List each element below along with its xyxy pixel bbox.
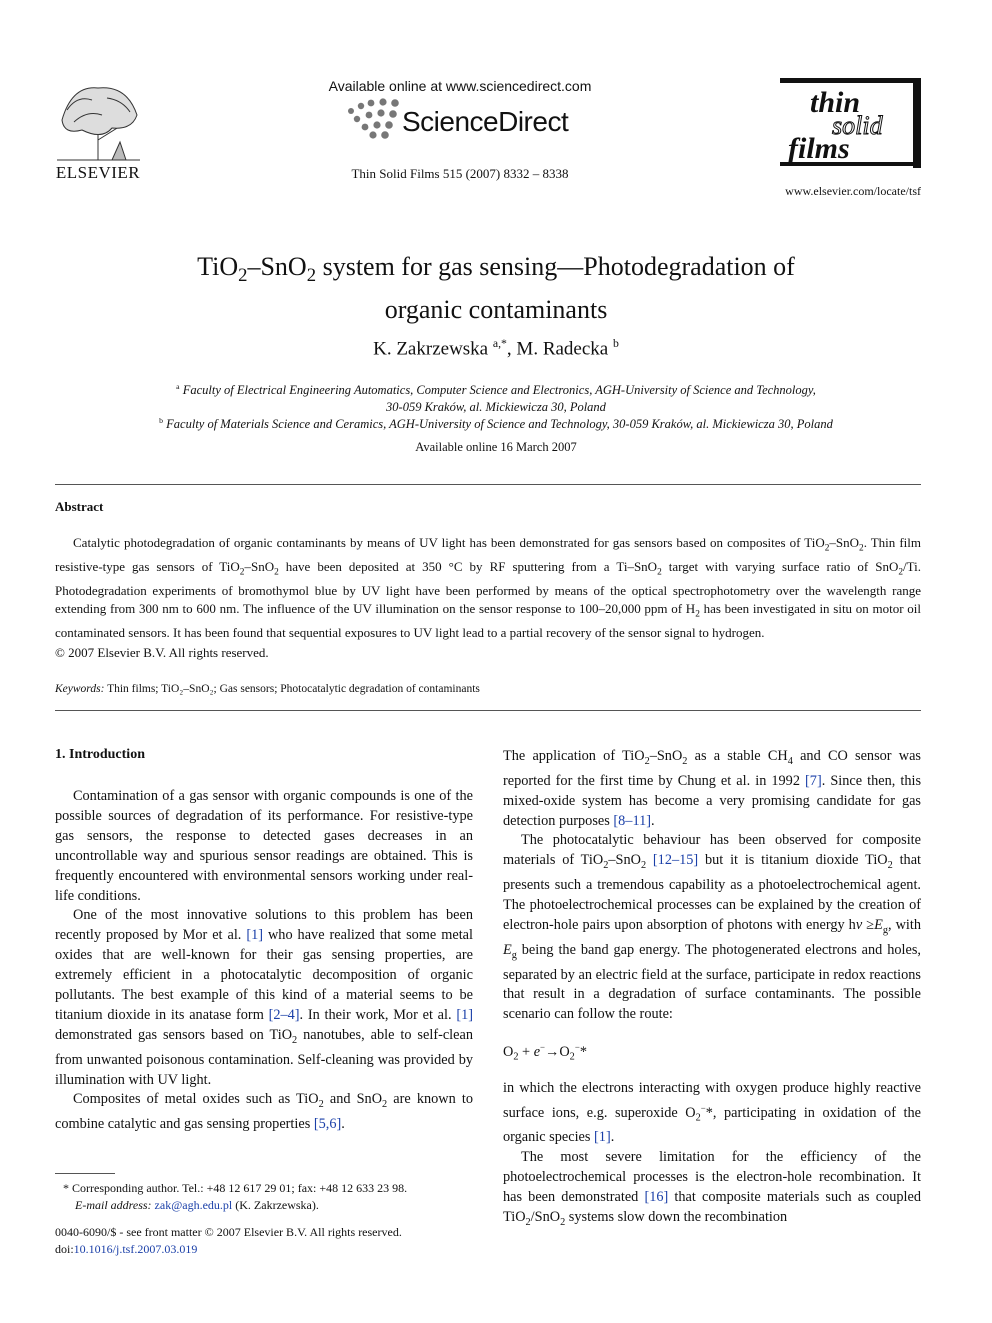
paragraph: The application of TiO$_2$–SnO$_2$ as a stable $CH_4$ and CO sensor was reported for the first time by Chung et al. in 1992 [7]. Since then, this mixed-oxide system has become a very promising candidate for gas detection purposes [8–11]. — [503, 748, 922, 829]
divider — [55, 710, 921, 711]
front-matter: 0040-6090/$ - see front matter © 2007 Elsevier B.V. All rights reserved. doi:10.1016/j.tsf.2007.03.019 — [55, 1225, 402, 1256]
citation-link[interactable]: [5,6] — [313, 1116, 342, 1133]
sciencedirect-wordmark: ScienceDirect — [402, 106, 569, 137]
citation-link[interactable]: [12–15] — [652, 852, 699, 869]
author-list: K. Zakrzewska $^{a,*}$, M. Radecka $^b$ — [373, 337, 619, 360]
keywords: Keywords: Thin films; TiO₂–SnO₂; Gas sensors; Photocatalytic degradation of contaminants — [55, 683, 480, 695]
body-column-left — [55, 787, 473, 1135]
citation-link[interactable]: [7] — [805, 772, 822, 789]
publisher-name: ELSEVIER — [55, 163, 141, 182]
citation-link[interactable]: [16] — [644, 1188, 669, 1205]
corresponding-author-footnote: * Corresponding author. Tel.: +48 12 617 29 01; fax: +48 12 633 23 98. E-mail address: zak@agh.edu.pl (K. Zakrzewska). — [63, 1181, 408, 1212]
copyright-notice: © 2007 Elsevier B.V. All rights reserved. — [55, 645, 269, 660]
body-column-right — [503, 747, 921, 1233]
thin-solid-films-logo — [780, 78, 921, 168]
divider — [55, 484, 921, 485]
paragraph: Contamination of a gas sensor with organic compounds is one of the possible sources of degradation of its performance. For resistive-type gas sensors, the response to detected gases decreases in an uncontrollable way and spurious sensor readings are obtained. This is frequently encountered with environmental sensors working under real-life conditions. — [55, 788, 473, 904]
paragraph: Composites of metal oxides such as TiO$_2$ and SnO$_2$ are known to combine catalytic and gas sensing properties [5,6]. — [55, 1091, 474, 1133]
footnote-rule — [55, 1173, 115, 1174]
article-title: TiO$_2$–SnO$_2$ system for gas sensing—Photodegradation of organic contaminants — [197, 252, 795, 325]
citation-link[interactable]: [1] — [246, 927, 264, 944]
affiliation-b: $^b$ Faculty of Materials Science and Ceramics, AGH-University of Science and Technology, 30-059 Kraków, al. Mickiewicza 30, Poland — [159, 416, 833, 432]
citation-link[interactable]: [2–4] — [268, 1006, 300, 1023]
paragraph: in which the electrons interacting with oxygen produce highly reactive surface ions, e.g. superoxide $O_2^-*$, participating in oxidation of the organic species [1]. — [503, 1079, 921, 1146]
tsf-logo-films: films — [788, 132, 850, 165]
tsf-logo-thin: thin — [810, 86, 861, 119]
paragraph: The photocatalytic behaviour has been observed for composite materials of TiO$_2$–SnO$_2$ [12–15] but it is titanium dioxide TiO$_2$ that presents such a tremendous capability as a photoelectrochemical agent. The photoelectrochemical processes can be explained by the creation of electron-hole pairs upon absorption of photons with energy $h\nu \ge E_g$, with $E_g$ being the band gap energy. The photogenerated electrons and holes, separated by an electric field at the surface, participate in redox reactions that result in a degradation of surface contaminants. The possible scenario can follow the route: — [503, 832, 922, 1023]
section-heading-introduction: 1. Introduction — [55, 747, 145, 762]
equation: $O_2 + e^-\to O_2^-*$ — [503, 1042, 587, 1063]
tsf-logo-solid: solid — [832, 111, 883, 140]
citation-link[interactable]: [8–11] — [613, 812, 651, 829]
journal-url[interactable]: www.elsevier.com/locate/tsf — [785, 184, 921, 198]
citation-link[interactable]: [1] — [456, 1006, 473, 1023]
available-online-date: Available online 16 March 2007 — [415, 440, 577, 454]
affiliation-a: $^a$ Faculty of Electrical Engineering Automatics, Computer Science and Electronics, AGH-University of Science and Technology, 30-059 Kraków, al. Mickiewicza 30, Poland — [176, 382, 816, 415]
abstract-text: Catalytic photodegradation of organic contaminants by means of UV light has been demonstrated for gas sensors based on composites of TiO$_2$–SnO$_2$. Thin film resistive-type gas sensors of TiO$_2$–SnO$_2$ have been deposited at 350 °C by RF sputtering from a Ti–SnO$_2$ target with varying surface ratio of SnO$_2$/Ti. Photodegradation experiments of bromothymol blue by UV light have been performed by means of the optical spectrophotometry over the wavelength range extending from 300 nm to 600 nm. The influence of the UV illumination on the sensor response to 100–20,000 ppm of $H_2$ has been investigated in situ on motor oil contaminated sensors. It has been found that sequential exposures to UV light lead to a partial recovery of the sensor signal to hydrogen. — [55, 535, 922, 640]
available-online-banner: Available online at www.sciencedirect.com — [328, 78, 592, 94]
citation-link[interactable]: [1] — [594, 1129, 611, 1146]
paragraph: The most severe limitation for the efficiency of the photoelectrochemical processes is the electron-hole recombination. It has been demonstrated [16] that composite materials such as coupled TiO$_2$/SnO$_2$ systems slow down the recombination — [503, 1149, 922, 1228]
journal-citation: Thin Solid Films 515 (2007) 8332 – 8338 — [351, 166, 569, 181]
paragraph: One of the most innovative solutions to this problem has been recently proposed by Mor et al. [1] who have realized that some metal oxides that are well-known for their gas sensing properties, are extremely efficient in a photocatalytic decomposition of organic pollutants. The best example of this kind of a material seems to be titanium dioxide in its anatase form [2–4]. In their work, Mor et al. [1] demonstrated gas sensors based on TiO$_2$ nanotubes, able to self-clean from unwanted poisonous contamination. Self-cleaning was provided by illumination with UV light. — [55, 907, 473, 1088]
email-link[interactable]: zak@agh.edu.pl — [154, 1198, 233, 1212]
doi-link[interactable]: 10.1016/j.tsf.2007.03.019 — [73, 1242, 198, 1256]
abstract-heading: Abstract — [55, 499, 104, 514]
